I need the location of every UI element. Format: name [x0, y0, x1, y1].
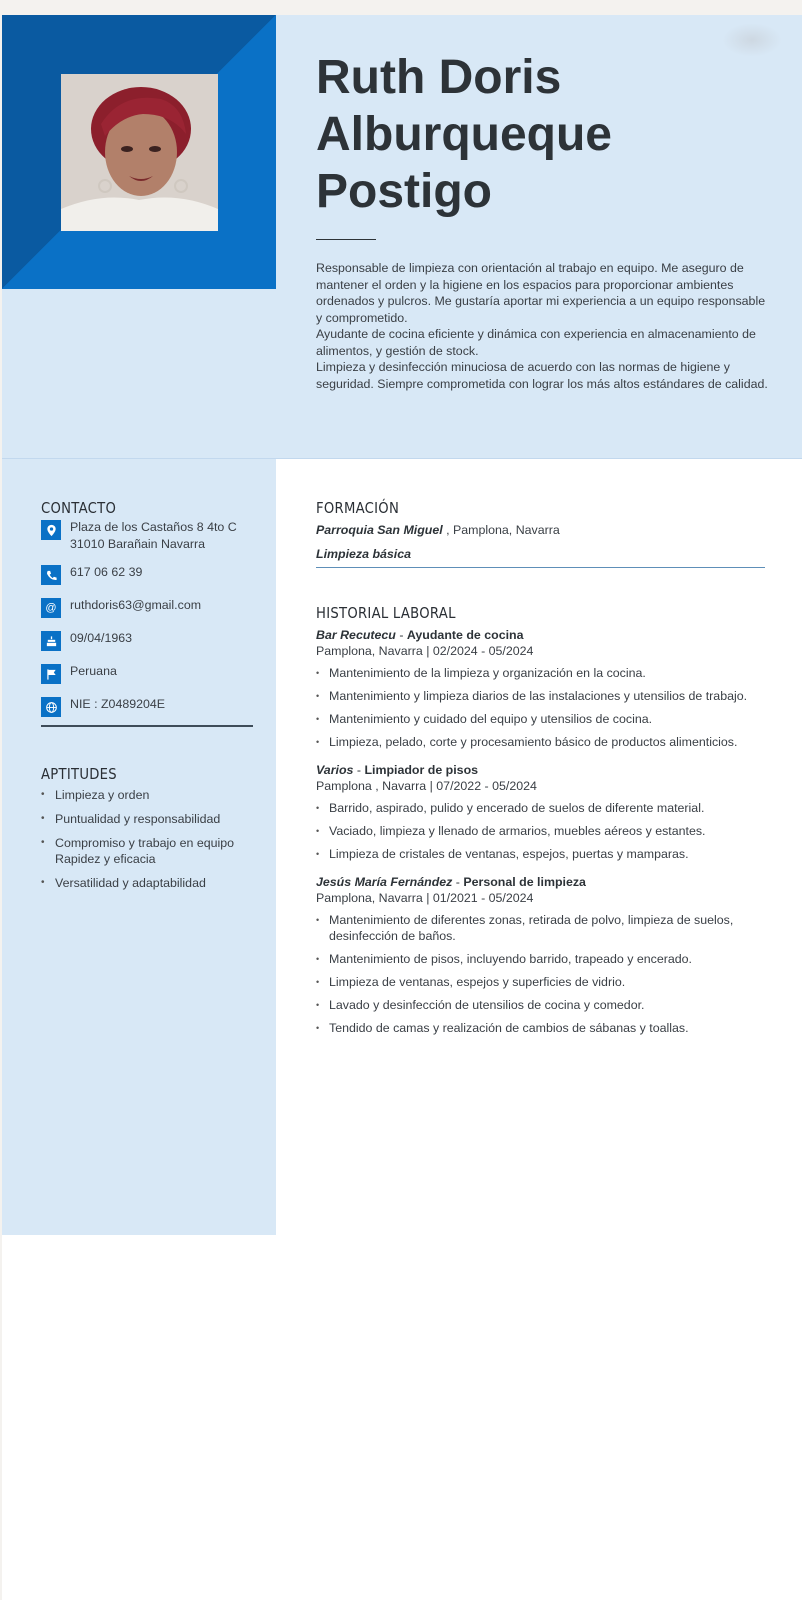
job-heading: Jesús María Fernández - Personal de limpieza	[316, 875, 586, 889]
birthday-cake-icon	[41, 631, 61, 651]
profile-summary: Responsable de limpieza con orientación al trabajo en equipo. Me aseguro de mantener el orden y la higiene en los espacios para proporcionar ambientes ordenados y pulcros. Me gustaría aportar mi experiencia a un equipo responsable y comprometido. Ayudante de cocina eficiente y dinámica con experiencia en almacenamiento de alimentos, y gestión de stock. Limpieza y desinfección minuciosa de acuerdo con las normas de higiene y seguridad. Siempre comprometida con lograr los más altos estándares de calidad.	[316, 261, 768, 391]
job-employer: Varios	[316, 763, 354, 777]
job-duty: • Lavado y desinfección de utensilios de cocina y comedor.	[316, 997, 768, 1013]
job-duty: • Limpieza de cristales de ventanas, espejos, puertas y mamparas.	[316, 846, 768, 862]
job-employer: Jesús María Fernández	[316, 875, 453, 889]
profile-photo	[61, 74, 218, 231]
contact-heading: CONTACTO	[41, 499, 117, 517]
education-heading: FORMACIÓN	[316, 499, 400, 517]
skills-heading: APTITUDES	[41, 765, 117, 783]
job-heading: Bar Recutecu - Ayudante de cocina	[316, 628, 524, 642]
job-duties	[316, 912, 768, 1036]
job-duty: • Mantenimiento y cuidado del equipo y utensilios de cocina.	[316, 711, 768, 727]
education-location: , Pamplona, Navarra	[442, 523, 560, 537]
contact-address	[41, 519, 251, 552]
job-role: Personal de limpieza	[463, 875, 586, 889]
job-role: Ayudante de cocina	[406, 628, 524, 642]
job-duty: • Tendido de camas y realización de cambios de sábanas y toallas.	[316, 1020, 768, 1036]
nationality-text: Peruana	[70, 664, 117, 678]
job-duty: • Mantenimiento y limpieza diarios de las instalaciones y utensilios de trabajo.	[316, 688, 768, 704]
nie-text: NIE : Z0489204E	[70, 697, 166, 711]
contact-birthdate	[41, 630, 251, 651]
job-list	[316, 627, 768, 1048]
address-text: Plaza de los Castaños 8 4to C 31010 Barañain Navarra	[70, 520, 237, 551]
flag-icon	[41, 664, 61, 684]
education-institution: Parroquia San Miguel	[316, 523, 443, 537]
header-band	[2, 15, 802, 459]
job-entry	[316, 762, 768, 862]
birthdate-text: 09/04/1963	[70, 631, 133, 645]
contact-email	[41, 597, 251, 618]
history-heading: HISTORIAL LABORAL	[316, 604, 456, 622]
education-institution-line	[316, 523, 560, 537]
email-text[interactable]: ruthdoris63@gmail.com	[70, 598, 202, 612]
skills-list	[41, 787, 266, 899]
job-duty: • Barrido, aspirado, pulido y encerado de suelos de diferente material.	[316, 800, 768, 816]
contact-nie	[41, 696, 251, 717]
job-duty: • Mantenimiento de diferentes zonas, retirada de polvo, limpieza de suelos, desinfección de baños.	[316, 912, 768, 944]
education-divider	[316, 567, 765, 568]
globe-icon	[41, 697, 61, 717]
job-meta: Pamplona , Navarra | 07/2022 - 05/2024	[316, 779, 537, 793]
contact-nationality	[41, 663, 251, 684]
contact-list	[41, 519, 251, 729]
job-duty: • Vaciado, limpieza y llenado de armarios, muebles aéreos y estantes.	[316, 823, 768, 839]
phone-text[interactable]: 617 06 62 39	[70, 565, 143, 579]
phone-icon	[41, 565, 61, 585]
job-meta: Pamplona, Navarra | 01/2021 - 05/2024	[316, 891, 534, 905]
job-duties	[316, 665, 768, 750]
skill-item: • Puntualidad y responsabilidad	[41, 811, 266, 827]
job-duties	[316, 800, 768, 862]
email-at-icon: @	[41, 598, 61, 618]
job-duty: • Limpieza, pelado, corte y procesamiento básico de productos alimenticios.	[316, 734, 768, 750]
job-heading: Varios - Limpiador de pisos	[316, 763, 479, 777]
skill-item: • Compromiso y trabajo en equipo Rapidez y eficacia	[41, 835, 255, 867]
name-divider	[316, 239, 376, 240]
job-employer: Bar Recutecu	[316, 628, 396, 642]
skill-item: • Limpieza y orden	[41, 787, 266, 803]
job-role: Limpiador de pisos	[364, 763, 479, 777]
job-entry	[316, 874, 768, 1036]
contact-phone	[41, 564, 251, 585]
contact-divider	[41, 725, 253, 727]
profile-photo-illustration	[61, 74, 218, 231]
job-duty: • Mantenimiento de pisos, incluyendo barrido, trapeado y encerado.	[316, 951, 768, 967]
photo-frame	[2, 15, 276, 289]
sidebar	[2, 459, 276, 1235]
education-course: Limpieza básica	[316, 547, 412, 561]
job-duty: • Mantenimiento de la limpieza y organización en la cocina.	[316, 665, 768, 681]
location-pin-icon	[41, 520, 61, 540]
job-meta: Pamplona, Navarra | 02/2024 - 05/2024	[316, 644, 534, 658]
job-duty: • Limpieza de ventanas, espejos y superficies de vidrio.	[316, 974, 768, 990]
job-entry	[316, 627, 768, 750]
skill-item: • Versatilidad y adaptabilidad	[41, 875, 266, 891]
resume-page	[2, 15, 802, 1600]
candidate-name: Ruth Doris Alburqueque Postigo	[316, 51, 612, 218]
